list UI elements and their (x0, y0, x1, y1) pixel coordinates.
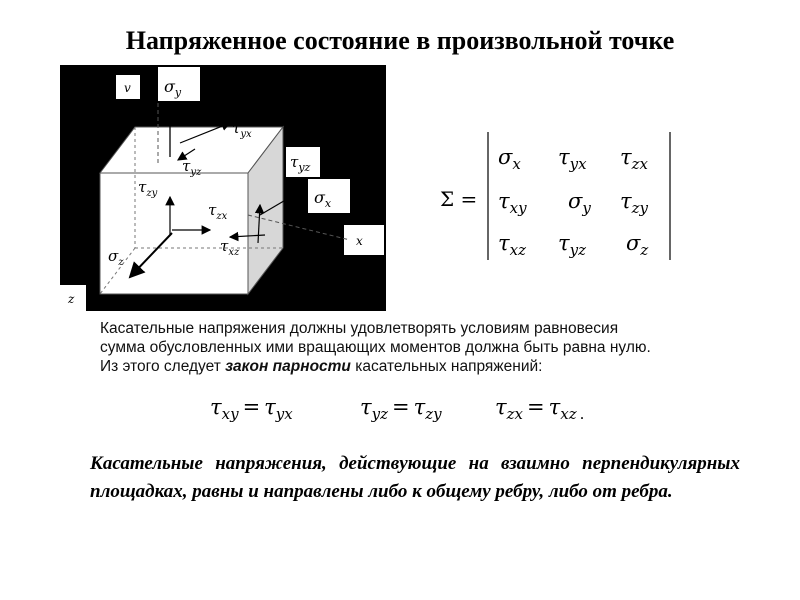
sigma-z-label: $\sigma_z$ (108, 247, 124, 268)
equation-2: $\tau_{yz} = \tau_{zy}$ (360, 395, 442, 423)
tau-zy-label: $\tau_{zy}$ (138, 178, 158, 199)
paragraph-line-1: Касательные напряжения должны удовлетворять условиям равновесия (100, 320, 619, 337)
tau-yz-side-label: $\tau_{yz}$ (290, 153, 311, 174)
equation-1: $\tau_{xy} = \tau_{yx}$ (210, 395, 293, 423)
paragraph-line-2: сумма обусловленных ими вращающих моментов должна быть равна нулю. (100, 339, 651, 356)
law-of-pairing-term: закон парности (225, 358, 351, 375)
stress-cube-figure (60, 65, 386, 311)
stress-tensor-matrix (440, 130, 680, 270)
sigma-symbol: Σ = (440, 187, 478, 211)
cube-front-face (100, 173, 248, 294)
paragraph-line-3: Из этого следует закон парности касательных напряжений: (100, 358, 543, 375)
axis-v-label: v (124, 81, 131, 95)
matrix-cell-1-1: $\sigma_x$ (498, 145, 521, 173)
matrix-cell-3-1: $\tau_{xz}$ (498, 231, 526, 259)
tau-xz-label: $\tau_{xz}$ (220, 237, 240, 258)
tau-yz-top-label: $\tau_{yz}$ (182, 157, 202, 178)
equation-3: $\tau_{zx} = \tau_{xz}$ . (495, 395, 585, 423)
matrix-cell-2-3: $\tau_{zy}$ (620, 189, 649, 217)
axis-z-label: z (68, 292, 75, 306)
conclusion-text: Касательные напряжения, действующие на взаимно перпендикулярных площадках, равны и направлены либо к общему ребру, либо от ребра. (90, 453, 740, 502)
tau-zx-label: $\tau_{zx}$ (208, 201, 228, 222)
sigma-y-label: $\sigma_y$ (164, 77, 182, 99)
explanation-paragraph (100, 319, 740, 376)
sigma-x-label: $\sigma_x$ (314, 188, 332, 210)
matrix-cell-2-2: $\sigma_y$ (568, 189, 591, 217)
matrix-cell-3-3: $\sigma_z$ (626, 231, 649, 259)
matrix-cell-2-1: $\tau_{xy}$ (498, 189, 527, 217)
matrix-cell-1-3: $\tau_{zx}$ (620, 145, 648, 173)
tau-yx-label: $\tau_{yx}$ (232, 119, 252, 140)
matrix-svg (440, 130, 680, 270)
equations-svg (210, 392, 630, 426)
stress-cube-svg (60, 65, 386, 311)
matrix-cell-1-2: $\tau_{yx}$ (558, 145, 587, 173)
axis-x-label: x (356, 234, 363, 248)
slide-title: Напряженное состояние в произвольной точке (125, 26, 675, 55)
pairing-equations (210, 392, 630, 426)
matrix-cell-3-2: $\tau_{yz}$ (558, 231, 587, 259)
